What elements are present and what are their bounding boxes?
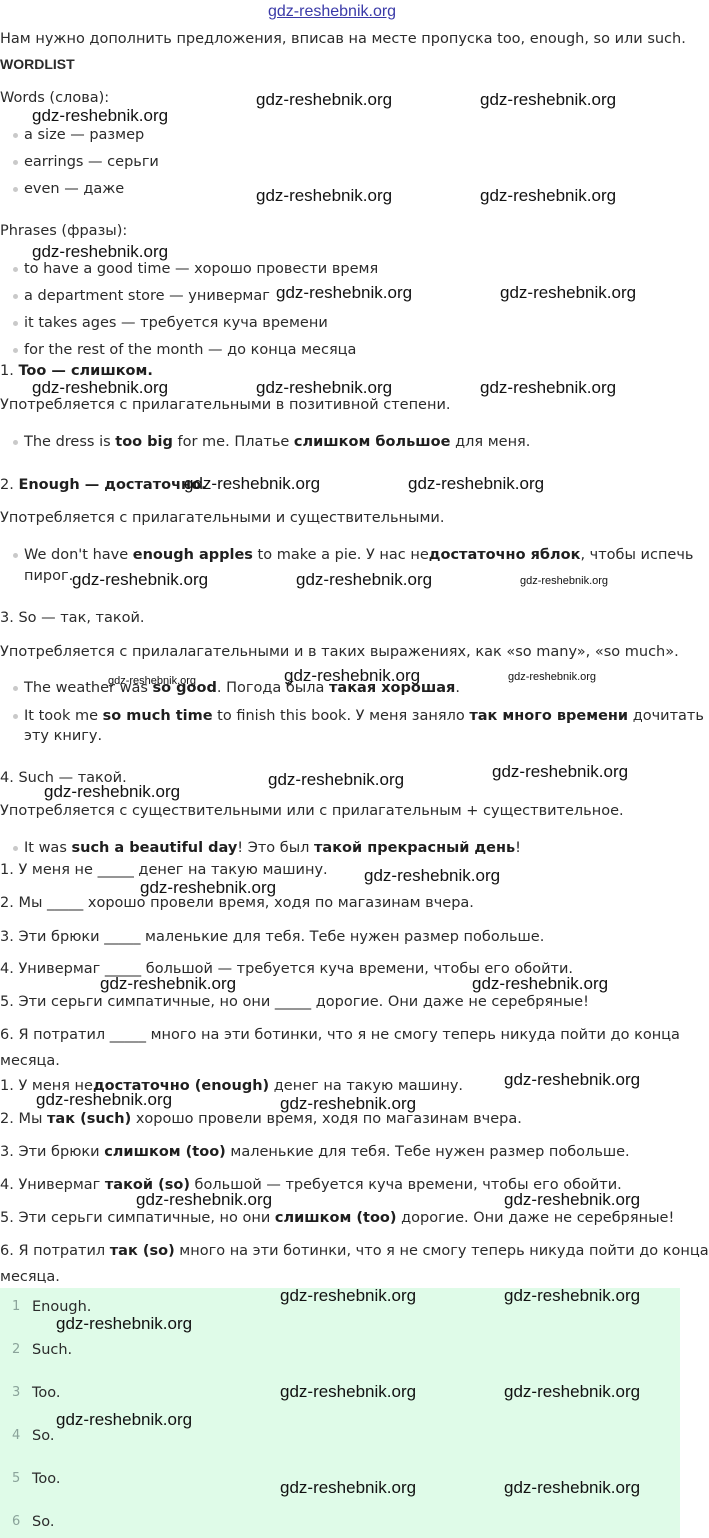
watermark: gdz-reshebnik.org: [500, 283, 637, 302]
rule-1-heading: [0, 361, 153, 381]
filled-answer: слишком (too): [104, 1144, 226, 1160]
rule-3-example-2: [24, 706, 704, 726]
rule-4-example: [24, 838, 521, 858]
rule-4-heading: 4. Such — такой.: [0, 770, 127, 786]
bullet-icon: [13, 686, 18, 691]
bullet-icon: [13, 133, 18, 138]
bullet-icon: [13, 846, 18, 851]
watermark: gdz-reshebnik.org: [100, 974, 237, 993]
example-bold: слишком большое: [293, 434, 451, 450]
rule-3-heading: 3. So — так, такой.: [0, 610, 145, 626]
watermark: gdz-reshebnik.org: [32, 242, 169, 261]
watermark: gdz-reshebnik.org: [56, 1410, 193, 1429]
example-bold: enough apples: [132, 547, 253, 563]
task-line: 3. Эти брюки _____ маленькие для тебя. Тебе нужен размер побольше.: [0, 929, 545, 945]
watermark: gdz-reshebnik.org: [408, 474, 545, 493]
filled-line: [0, 1241, 709, 1261]
watermark: gdz-reshebnik.org: [140, 878, 277, 897]
example-text: . Погода была: [216, 680, 330, 696]
bullet-icon: [13, 267, 18, 272]
watermark: gdz-reshebnik.org: [280, 1382, 417, 1401]
filled-text: много на эти ботинки, что я не смогу теперь никуда пойти до конца: [174, 1243, 709, 1259]
rule-3-desc: Употребляется с прилалагательными и в таких выражениях, как «so many», «so much».: [0, 644, 679, 660]
example-bold: достаточно яблок: [428, 547, 581, 563]
bullet-icon: [13, 714, 18, 719]
example-text: to finish this book. У меня заняло: [212, 708, 470, 724]
filled-line: [0, 1142, 630, 1162]
answer-number: 4: [12, 1428, 21, 1443]
watermark: gdz-reshebnik.org: [504, 1382, 641, 1401]
rule-1-title: Too — слишком.: [18, 363, 153, 379]
task-line: 6. Я потратил _____ много на эти ботинки, что я не смогу теперь никуда пойти до конца: [0, 1027, 680, 1043]
example-text: ! Это был: [237, 840, 315, 856]
example-text: для меня.: [450, 434, 531, 450]
bullet-icon: [13, 321, 18, 326]
task-line: 5. Эти серьги симпатичные, но они _____ дорогие. Они даже не серебряные!: [0, 994, 589, 1010]
filled-text: дорогие. Они даже не серебряные!: [396, 1210, 675, 1226]
watermark: gdz-reshebnik.org: [520, 575, 609, 587]
phrase-item: a department store — универмаг: [24, 288, 270, 304]
phrase-item: to have a good time — хорошо провести время: [24, 261, 379, 277]
watermark: gdz-reshebnik.org: [72, 570, 209, 589]
answer-text: Such.: [32, 1342, 73, 1358]
rule-3-example-1: [24, 678, 460, 698]
filled-answer: достаточно (enough): [92, 1078, 270, 1094]
task-line: 1. У меня не _____ денег на такую машину.: [0, 862, 328, 878]
example-text: to make a pie. У нас не: [252, 547, 429, 563]
watermark: gdz-reshebnik.org: [492, 762, 629, 781]
watermark: gdz-reshebnik.org: [56, 1314, 193, 1333]
watermark: gdz-reshebnik.org: [184, 474, 321, 493]
task-line: месяца.: [0, 1053, 60, 1069]
example-text: It took me: [24, 708, 103, 724]
example-bold: такая хорошая: [329, 680, 456, 696]
bullet-icon: [13, 440, 18, 445]
watermark: gdz-reshebnik.org: [472, 974, 609, 993]
bullet-icon: [13, 187, 18, 192]
rule-3-example-2-cont: эту книгу.: [24, 728, 103, 744]
example-bold: too big: [115, 434, 173, 450]
watermark: gdz-reshebnik.org: [280, 1478, 417, 1497]
phrase-item: it takes ages — требуется куча времени: [24, 315, 328, 331]
filled-answer: так (so): [109, 1243, 175, 1259]
watermark: gdz-reshebnik.org: [268, 770, 405, 789]
filled-line: [0, 1076, 463, 1096]
watermark: gdz-reshebnik.org: [44, 782, 181, 801]
rule-2-title: Enough — достаточно.: [18, 477, 207, 493]
filled-line: [0, 1109, 522, 1129]
watermark: gdz-reshebnik.org: [480, 378, 617, 397]
answer-number: 3: [12, 1385, 21, 1400]
watermark: gdz-reshebnik.org: [32, 106, 169, 125]
answer-text: Enough.: [32, 1299, 92, 1315]
example-bold: так много времени: [469, 708, 629, 724]
watermark: gdz-reshebnik.org: [280, 1094, 417, 1113]
rule-4-desc: Употребляется с существительными или с прилагательным + существительное.: [0, 803, 624, 819]
rule-2-example-cont: пирог.: [24, 568, 74, 584]
watermark: gdz-reshebnik.org: [36, 1090, 173, 1109]
bullet-icon: [13, 294, 18, 299]
watermark: gdz-reshebnik.org: [276, 283, 413, 302]
words-label: Words (слова):: [0, 90, 110, 106]
filled-answer: такой (so): [104, 1177, 190, 1193]
rule-2-number: 2.: [0, 477, 14, 493]
task-line: 4. Универмаг _____ большой — требуется куча времени, чтобы его обойти.: [0, 961, 573, 977]
filled-text: хорошо провели время, ходя по магазинам вчера.: [131, 1111, 522, 1127]
example-text: .: [455, 680, 460, 696]
example-text: дочитать: [628, 708, 704, 724]
watermark: gdz-reshebnik.org: [508, 671, 597, 683]
watermark: gdz-reshebnik.org: [32, 378, 169, 397]
watermark: gdz-reshebnik.org: [480, 186, 617, 205]
watermark: gdz-reshebnik.org: [504, 1070, 641, 1089]
answer-text: Too.: [32, 1471, 61, 1487]
watermark: gdz-reshebnik.org: [280, 1286, 417, 1305]
example-text: We don't have: [24, 547, 133, 563]
rule-1-example: [24, 432, 530, 452]
word-item: a size — размер: [24, 127, 145, 143]
word-item: even — даже: [24, 181, 125, 197]
watermark: gdz-reshebnik.org: [296, 570, 433, 589]
filled-line: [0, 1175, 622, 1195]
answer-number: 6: [12, 1514, 21, 1529]
word-item: earrings — серьги: [24, 154, 159, 170]
answer-text: Too.: [32, 1385, 61, 1401]
bullet-icon: [13, 160, 18, 165]
rule-2-heading: [0, 475, 207, 495]
filled-text: большой — требуется куча времени, чтобы его обойти.: [189, 1177, 622, 1193]
watermark-link[interactable]: gdz-reshebnik.org: [268, 3, 397, 20]
example-text: The dress is: [24, 434, 116, 450]
wordlist-title: WORDLIST: [0, 56, 75, 72]
bullet-icon: [13, 348, 18, 353]
watermark: gdz-reshebnik.org: [504, 1478, 641, 1497]
answers-box: [0, 1288, 680, 1538]
watermark: gdz-reshebnik.org: [256, 90, 393, 109]
watermark: gdz-reshebnik.org: [504, 1190, 641, 1209]
example-text: The weather was: [24, 680, 153, 696]
filled-answer: так (such): [47, 1111, 132, 1127]
rule-1-desc: Употребляется с прилагательными в позитивной степени.: [0, 397, 451, 413]
filled-text: 2. Мы: [0, 1111, 48, 1127]
rule-2-example: [24, 545, 693, 565]
task-line: 2. Мы _____ хорошо провели время, ходя по магазинам вчера.: [0, 895, 474, 911]
answer-number: 2: [12, 1342, 21, 1357]
example-bold: so much time: [102, 708, 213, 724]
phrases-label: Phrases (фразы):: [0, 223, 128, 239]
watermark: gdz-reshebnik.org: [480, 90, 617, 109]
filled-text: 5. Эти серьги симпатичные, но они: [0, 1210, 275, 1226]
phrase-item: for the rest of the month — до конца месяца: [24, 342, 357, 358]
answer-text: So.: [32, 1428, 55, 1444]
example-text: !: [515, 840, 521, 856]
watermark: gdz-reshebnik.org: [256, 378, 393, 397]
filled-line: [0, 1208, 674, 1228]
filled-text: денег на такую машину.: [269, 1078, 464, 1094]
watermark: gdz-reshebnik.org: [364, 866, 501, 885]
filled-text: 4. Универмаг: [0, 1177, 105, 1193]
example-text: , чтобы испечь: [580, 547, 694, 563]
filled-text: 3. Эти брюки: [0, 1144, 105, 1160]
example-bold: so good: [152, 680, 217, 696]
example-text: It was: [24, 840, 72, 856]
filled-line-cont: месяца.: [0, 1269, 60, 1285]
rule-2-desc: Употребляется с прилагательными и существительными.: [0, 510, 445, 526]
filled-text: маленькие для тебя. Тебе нужен размер побольше.: [225, 1144, 630, 1160]
answer-text: So.: [32, 1514, 55, 1530]
answer-number: 1: [12, 1299, 21, 1314]
filled-text: 6. Я потратил: [0, 1243, 110, 1259]
example-bold: такой прекрасный день: [314, 840, 516, 856]
watermark: gdz-reshebnik.org: [136, 1190, 273, 1209]
watermark: gdz-reshebnik.org: [108, 675, 197, 687]
intro-text: Нам нужно дополнить предложения, вписав на месте пропуска too, enough, so или such.: [0, 31, 686, 47]
watermark: gdz-reshebnik.org: [256, 186, 393, 205]
watermark: gdz-reshebnik.org: [504, 1286, 641, 1305]
example-text: for me. Платье: [172, 434, 294, 450]
rule-1-number: 1.: [0, 363, 14, 379]
answer-number: 5: [12, 1471, 21, 1486]
watermark: gdz-reshebnik.org: [284, 666, 421, 685]
filled-text: 1. У меня не: [0, 1078, 93, 1094]
bullet-icon: [13, 553, 18, 558]
filled-answer: слишком (too): [274, 1210, 397, 1226]
example-bold: such a beautiful day: [71, 840, 238, 856]
